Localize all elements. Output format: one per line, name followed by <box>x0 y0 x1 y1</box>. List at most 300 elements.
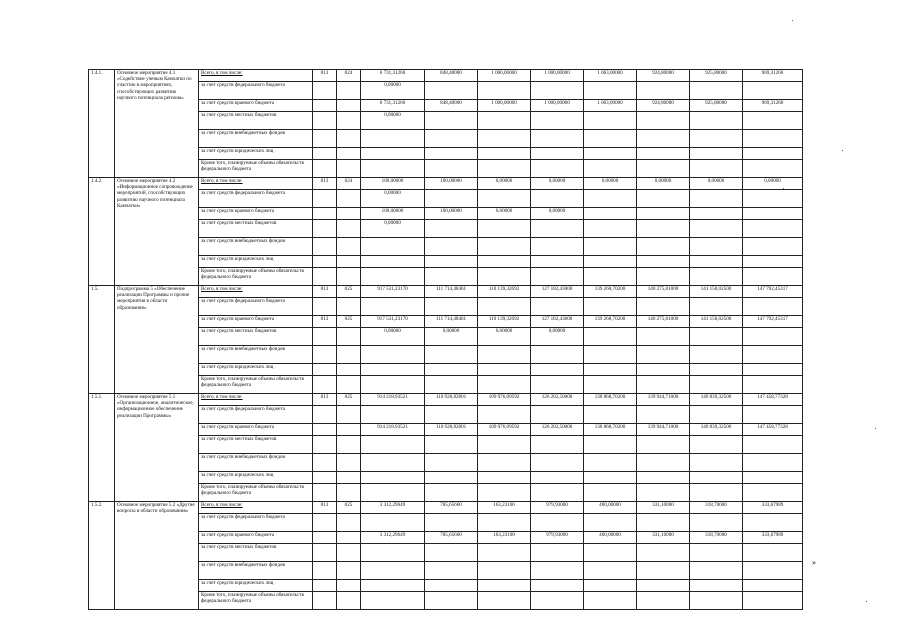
year-amount <box>690 514 743 532</box>
year-amount <box>637 580 690 592</box>
year-amount <box>531 130 584 148</box>
funding-source: за счет средств краевого бюджета <box>199 316 313 328</box>
year-amount <box>690 268 743 286</box>
total-amount <box>361 472 425 484</box>
section-code <box>337 424 361 436</box>
year-amount <box>584 544 637 562</box>
year-amount: 1 000,00000 <box>478 100 531 112</box>
year-amount <box>690 298 743 316</box>
row-code: 1.5. <box>89 286 115 394</box>
grbs-code <box>313 472 337 484</box>
year-amount <box>743 190 803 208</box>
year-amount <box>425 364 478 376</box>
year-amount <box>743 436 803 454</box>
grbs-code <box>313 148 337 160</box>
year-amount <box>690 208 743 220</box>
year-amount <box>584 472 637 484</box>
year-amount: 140 275,81000 <box>637 316 690 328</box>
year-amount: 0,00000 <box>584 178 637 190</box>
year-amount <box>478 190 531 208</box>
year-amount <box>637 544 690 562</box>
funding-source: за счет средств юридических лиц <box>199 148 313 160</box>
grbs-code <box>313 532 337 544</box>
measure-name: Подпрограмма 5 «Обеспечение реализации Программы и прочие мероприятия в области образования» <box>115 286 199 394</box>
year-amount <box>478 268 531 286</box>
funding-source: за счет средств местных бюджетов <box>199 112 313 130</box>
year-amount: 1 063,00000 <box>584 100 637 112</box>
funding-source: Всего, в том числе: <box>199 394 313 406</box>
section-code <box>337 238 361 256</box>
year-amount <box>584 238 637 256</box>
year-amount <box>690 364 743 376</box>
year-amount <box>478 112 531 130</box>
year-amount: 331,10000 <box>637 532 690 544</box>
budget-table <box>88 69 803 610</box>
year-amount <box>531 454 584 472</box>
year-amount <box>531 364 584 376</box>
section-code <box>337 82 361 100</box>
year-amount: 333,67989 <box>743 532 803 544</box>
year-amount <box>690 328 743 346</box>
row-code: 1.4.2. <box>89 178 115 286</box>
scan-speck <box>866 601 867 602</box>
funding-source: за счет средств краевого бюджета <box>199 424 313 436</box>
total-amount <box>361 148 425 160</box>
year-amount <box>690 436 743 454</box>
funding-source: Всего, в том числе: <box>199 502 313 514</box>
section-code <box>337 220 361 238</box>
year-amount: 0,00000 <box>531 208 584 220</box>
year-amount <box>637 472 690 484</box>
year-amount <box>584 454 637 472</box>
section-code <box>337 346 361 364</box>
funding-source: за счет средств юридических лиц <box>199 580 313 592</box>
year-amount <box>478 298 531 316</box>
year-amount: 147 458,77328 <box>743 394 803 406</box>
section-code: 025 <box>337 316 361 328</box>
grbs-code <box>313 220 337 238</box>
total-amount: 6 731,31260 <box>361 70 425 82</box>
year-amount <box>690 160 743 178</box>
year-amount <box>690 592 743 610</box>
year-amount: 138 868,70200 <box>584 424 637 436</box>
year-amount: 110 139,32692 <box>478 286 531 298</box>
year-amount <box>743 130 803 148</box>
year-amount: 848,40000 <box>425 70 478 82</box>
section-code <box>337 130 361 148</box>
year-amount: 110 928,82801 <box>425 424 478 436</box>
grbs-code: 813 <box>313 502 337 514</box>
year-amount <box>478 376 531 394</box>
budget-table-body <box>89 70 803 610</box>
funding-source: за счет средств федерального бюджета <box>199 298 313 316</box>
year-amount: 139 944,71000 <box>637 394 690 406</box>
year-amount <box>743 484 803 502</box>
year-amount: 140 839,32500 <box>690 424 743 436</box>
year-amount <box>478 514 531 532</box>
year-amount <box>690 220 743 238</box>
funding-source: за счет средств федерального бюджета <box>199 406 313 424</box>
year-amount <box>478 454 531 472</box>
total-amount: 100,00000 <box>361 178 425 190</box>
total-amount <box>361 454 425 472</box>
year-amount <box>531 376 584 394</box>
year-amount <box>584 82 637 100</box>
year-amount: 0,00000 <box>690 178 743 190</box>
year-amount <box>637 268 690 286</box>
year-amount: 1 063,00000 <box>584 70 637 82</box>
scan-speck <box>783 188 784 189</box>
grbs-code <box>313 328 337 346</box>
year-amount: 111 714,48461 <box>425 286 478 298</box>
year-amount <box>531 298 584 316</box>
year-amount <box>743 112 803 130</box>
funding-source: за счет средств юридических лиц <box>199 256 313 268</box>
year-amount <box>637 514 690 532</box>
grbs-code <box>313 484 337 502</box>
total-amount <box>361 346 425 364</box>
year-amount <box>743 238 803 256</box>
funding-source: за счет средств краевого бюджета <box>199 532 313 544</box>
year-amount <box>425 148 478 160</box>
row-code: 1.5.2. <box>89 502 115 610</box>
total-amount <box>361 256 425 268</box>
year-amount: 0,00000 <box>531 178 584 190</box>
year-amount <box>425 160 478 178</box>
grbs-code <box>313 112 337 130</box>
total-amount <box>361 160 425 178</box>
total-amount: 917 531,23170 <box>361 316 425 328</box>
year-amount: 924,80000 <box>637 70 690 82</box>
year-amount: 1 000,00000 <box>531 70 584 82</box>
section-code <box>337 472 361 484</box>
year-amount: 924,80000 <box>637 100 690 112</box>
funding-source: за счет средств юридических лиц <box>199 364 313 376</box>
total-amount <box>361 376 425 394</box>
year-amount <box>637 454 690 472</box>
year-amount <box>743 268 803 286</box>
year-amount: 0,00000 <box>478 208 531 220</box>
year-amount <box>584 256 637 268</box>
section-code <box>337 376 361 394</box>
year-amount <box>425 472 478 484</box>
grbs-code: 813 <box>313 394 337 406</box>
year-amount <box>478 484 531 502</box>
year-amount <box>743 472 803 484</box>
section-code <box>337 160 361 178</box>
grbs-code <box>313 514 337 532</box>
grbs-code <box>313 544 337 562</box>
table-row <box>89 286 803 298</box>
year-amount <box>690 130 743 148</box>
year-amount: 139 944,71000 <box>637 424 690 436</box>
year-amount: 140 275,81000 <box>637 286 690 298</box>
section-code: 025 <box>337 394 361 406</box>
year-amount <box>743 544 803 562</box>
year-amount: 100,00000 <box>425 178 478 190</box>
year-amount: 127 182,43000 <box>531 316 584 328</box>
total-amount: 0,00000 <box>361 190 425 208</box>
total-amount: 0,00000 <box>361 220 425 238</box>
year-amount <box>743 208 803 220</box>
year-amount <box>584 208 637 220</box>
year-amount: 0,00000 <box>637 178 690 190</box>
year-amount <box>478 592 531 610</box>
funding-source: за счет средств федерального бюджета <box>199 190 313 208</box>
grbs-code <box>313 592 337 610</box>
year-amount <box>584 580 637 592</box>
year-amount: 331,10000 <box>637 502 690 514</box>
year-amount <box>425 220 478 238</box>
year-amount <box>425 562 478 580</box>
total-amount: 914 218,93521 <box>361 424 425 436</box>
year-amount <box>425 454 478 472</box>
year-amount <box>531 406 584 424</box>
table-row <box>89 178 803 190</box>
year-amount <box>690 256 743 268</box>
year-amount: 126 202,50000 <box>531 394 584 406</box>
page-continuation-mark: » <box>812 558 816 567</box>
year-amount: 139 268,70200 <box>584 286 637 298</box>
year-amount <box>584 160 637 178</box>
grbs-code <box>313 580 337 592</box>
year-amount <box>743 148 803 160</box>
year-amount <box>637 160 690 178</box>
total-amount: 3 312,29649 <box>361 502 425 514</box>
section-code <box>337 544 361 562</box>
total-amount <box>361 298 425 316</box>
year-amount: 126 202,50000 <box>531 424 584 436</box>
year-amount <box>584 592 637 610</box>
row-code: 1.4.1. <box>89 70 115 178</box>
section-code <box>337 100 361 112</box>
funding-source: Кроме того, планируемые объемы обязательств федерального бюджета <box>199 268 313 286</box>
year-amount <box>478 220 531 238</box>
year-amount: 141 158,02500 <box>690 286 743 298</box>
year-amount <box>531 472 584 484</box>
year-amount <box>637 364 690 376</box>
year-amount <box>743 160 803 178</box>
year-amount <box>690 562 743 580</box>
scan-speck <box>792 20 793 21</box>
grbs-code <box>313 376 337 394</box>
year-amount: 969,31260 <box>743 100 803 112</box>
year-amount <box>637 406 690 424</box>
year-amount <box>743 592 803 610</box>
funding-source: за счет средств внебюджетных фондов <box>199 346 313 364</box>
year-amount <box>584 148 637 160</box>
year-amount <box>531 592 584 610</box>
total-amount <box>361 544 425 562</box>
year-amount: 785,65660 <box>425 502 478 514</box>
section-code: 024 <box>337 70 361 82</box>
year-amount <box>584 328 637 346</box>
year-amount <box>584 436 637 454</box>
year-amount: 969,31260 <box>743 70 803 82</box>
measure-name: Основное мероприятие 4.1 «Содействие ученым Камчатки по участию в мероприятиях, способствующих развитию научного потенциала региона» <box>115 70 199 178</box>
section-code <box>337 406 361 424</box>
year-amount <box>743 220 803 238</box>
year-amount: 163,23100 <box>478 532 531 544</box>
year-amount <box>478 256 531 268</box>
year-amount <box>743 82 803 100</box>
table-row <box>89 394 803 406</box>
year-amount <box>637 130 690 148</box>
year-amount <box>531 112 584 130</box>
year-amount <box>690 190 743 208</box>
year-amount <box>584 562 637 580</box>
year-amount: 318,70000 <box>690 532 743 544</box>
total-amount <box>361 580 425 592</box>
year-amount <box>425 238 478 256</box>
year-amount <box>425 484 478 502</box>
year-amount: 925,80000 <box>690 100 743 112</box>
section-code <box>337 328 361 346</box>
section-code <box>337 208 361 220</box>
funding-source: Кроме того, планируемые объемы обязательств федерального бюджета <box>199 592 313 610</box>
year-amount <box>743 454 803 472</box>
year-amount <box>584 190 637 208</box>
total-amount: 0,00000 <box>361 82 425 100</box>
year-amount <box>637 256 690 268</box>
year-amount <box>425 592 478 610</box>
year-amount <box>531 268 584 286</box>
year-amount: 0,00000 <box>743 178 803 190</box>
year-amount <box>743 514 803 532</box>
table-row <box>89 70 803 82</box>
year-amount <box>637 220 690 238</box>
table-row <box>89 502 803 514</box>
funding-source: Кроме того, планируемые объемы обязательств федерального бюджета <box>199 484 313 502</box>
row-code: 1.5.1. <box>89 394 115 502</box>
funding-source: Всего, в том числе: <box>199 178 313 190</box>
year-amount <box>425 298 478 316</box>
year-amount <box>425 268 478 286</box>
year-amount: 127 182,43000 <box>531 286 584 298</box>
section-code: 024 <box>337 178 361 190</box>
total-amount <box>361 514 425 532</box>
year-amount <box>478 580 531 592</box>
year-amount <box>690 346 743 364</box>
year-amount: 110 139,32692 <box>478 316 531 328</box>
year-amount: 1 000,00000 <box>531 100 584 112</box>
grbs-code <box>313 454 337 472</box>
grbs-code <box>313 346 337 364</box>
grbs-code <box>313 160 337 178</box>
year-amount <box>637 238 690 256</box>
year-amount <box>531 190 584 208</box>
grbs-code: 813 <box>313 70 337 82</box>
section-code <box>337 256 361 268</box>
year-amount: 139 268,70200 <box>584 316 637 328</box>
year-amount <box>584 130 637 148</box>
year-amount: 109 976,09592 <box>478 394 531 406</box>
measure-name: Основное мероприятие 5.2 «Другие вопросы в области образования» <box>115 502 199 610</box>
year-amount <box>690 238 743 256</box>
year-amount <box>743 256 803 268</box>
year-amount <box>478 472 531 484</box>
year-amount <box>637 298 690 316</box>
year-amount: 0,00000 <box>425 328 478 346</box>
year-amount <box>531 346 584 364</box>
year-amount <box>478 544 531 562</box>
section-code <box>337 364 361 376</box>
total-amount <box>361 436 425 454</box>
section-code <box>337 454 361 472</box>
total-amount <box>361 364 425 376</box>
year-amount: 979,93000 <box>531 502 584 514</box>
funding-source: Кроме того, планируемые объемы обязательств федерального бюджета <box>199 160 313 178</box>
total-amount: 6 731,31260 <box>361 100 425 112</box>
year-amount <box>425 514 478 532</box>
grbs-code: 813 <box>313 178 337 190</box>
grbs-code <box>313 424 337 436</box>
year-amount <box>425 436 478 454</box>
year-amount <box>743 328 803 346</box>
year-amount <box>478 238 531 256</box>
year-amount <box>531 82 584 100</box>
year-amount: 0,00000 <box>478 178 531 190</box>
year-amount <box>425 376 478 394</box>
year-amount <box>531 148 584 160</box>
year-amount <box>531 256 584 268</box>
year-amount <box>690 376 743 394</box>
year-amount <box>531 160 584 178</box>
year-amount <box>478 130 531 148</box>
year-amount <box>690 406 743 424</box>
year-amount: 1 000,00000 <box>478 70 531 82</box>
year-amount <box>690 484 743 502</box>
grbs-code <box>313 100 337 112</box>
funding-source: за счет средств федерального бюджета <box>199 82 313 100</box>
funding-source: за счет средств местных бюджетов <box>199 436 313 454</box>
year-amount <box>637 376 690 394</box>
year-amount: 138 868,70200 <box>584 394 637 406</box>
funding-source: за счет средств федерального бюджета <box>199 514 313 532</box>
year-amount <box>584 220 637 238</box>
year-amount <box>743 298 803 316</box>
year-amount <box>531 436 584 454</box>
year-amount <box>584 364 637 376</box>
year-amount <box>637 484 690 502</box>
grbs-code <box>313 238 337 256</box>
total-amount: 917 531,23170 <box>361 286 425 298</box>
year-amount: 979,93000 <box>531 532 584 544</box>
year-amount: 110 928,82801 <box>425 394 478 406</box>
total-amount <box>361 484 425 502</box>
year-amount <box>690 148 743 160</box>
section-code <box>337 112 361 130</box>
year-amount <box>584 268 637 286</box>
section-code <box>337 268 361 286</box>
year-amount <box>478 406 531 424</box>
year-amount: 925,80000 <box>690 70 743 82</box>
year-amount <box>637 112 690 130</box>
section-code <box>337 484 361 502</box>
total-amount: 0,00000 <box>361 328 425 346</box>
year-amount <box>425 130 478 148</box>
year-amount <box>637 592 690 610</box>
year-amount <box>425 544 478 562</box>
year-amount <box>478 82 531 100</box>
year-amount <box>478 346 531 364</box>
section-code: 025 <box>337 286 361 298</box>
grbs-code <box>313 436 337 454</box>
section-code <box>337 592 361 610</box>
section-code <box>337 190 361 208</box>
section-code <box>337 298 361 316</box>
year-amount: 0,00000 <box>478 328 531 346</box>
